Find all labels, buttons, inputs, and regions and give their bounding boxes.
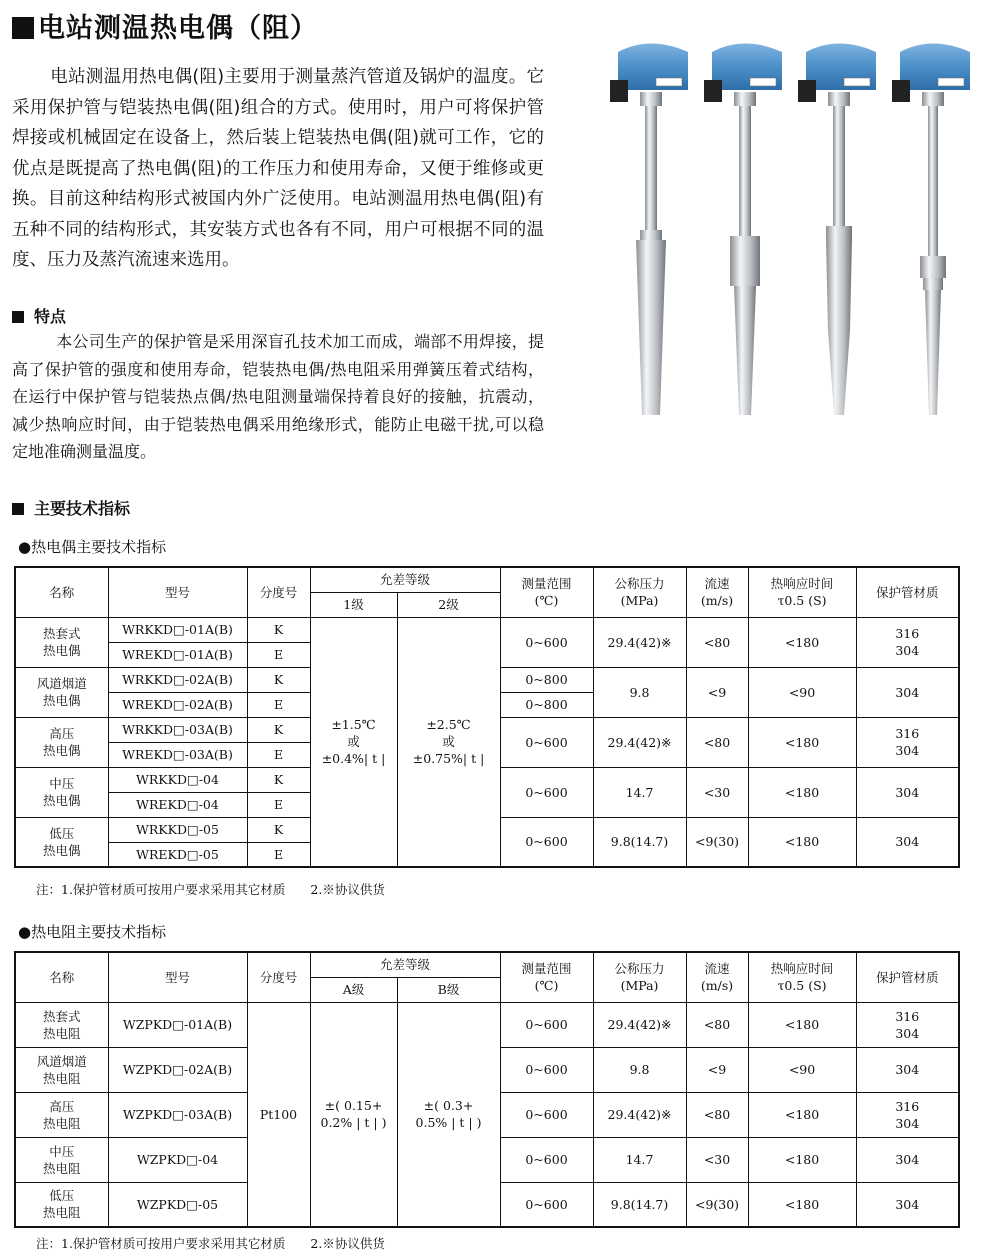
name-line2: 热电偶 (42, 693, 81, 708)
cell-name (15, 617, 108, 667)
th-classA: A级 (310, 977, 397, 1002)
name-line2: 热电偶 (42, 743, 81, 758)
mat-line1: 316 (895, 1008, 920, 1024)
cell-range: 0~800 (500, 692, 593, 717)
cell-pressure: 29.4(42)※ (593, 617, 686, 667)
cell-model: WZPKD□-01A(B) (108, 1002, 247, 1047)
th-material: 保护管材质 (856, 952, 959, 1002)
cell-response: <180 (748, 617, 856, 667)
cell-range: 0~600 (500, 767, 593, 817)
rtd-note: 注：1.保护管材质可按用户要求采用其它材质 2.※协议供货 (36, 1236, 385, 1251)
cell-pressure: 29.4(42)※ (593, 1092, 686, 1137)
cell-pressure: 29.4(42)※ (593, 717, 686, 767)
cell-name (15, 717, 108, 767)
tc-note: 注：1.保护管材质可按用户要求采用其它材质 2.※协议供货 (36, 882, 385, 897)
cell-name (15, 817, 108, 867)
heading-square-icon (12, 311, 24, 323)
cell-material (856, 1092, 959, 1137)
name-line1: 热套式 (42, 1008, 81, 1024)
th-pressure-unit: (MPa) (620, 593, 659, 609)
th-range (500, 952, 593, 1002)
cell-model: WREKD□-05 (108, 842, 247, 867)
mat-line2: 304 (895, 643, 920, 658)
name-line1: 低压 (49, 1188, 75, 1204)
specs-heading (12, 496, 130, 519)
name-line2: 热电偶 (42, 842, 81, 858)
tolB-line2: 0.5% | t | ) (415, 1115, 482, 1131)
cell-grade: Pt100 (247, 1002, 310, 1227)
cell-response: <180 (748, 1092, 856, 1137)
mat-line2: 304 (895, 1115, 920, 1131)
tol2-line1: ±2.5℃ (426, 717, 471, 733)
mat-line1: 316 (895, 1098, 920, 1114)
cell-grade: E (247, 792, 310, 817)
specs-heading-text: 主要技术指标 (34, 499, 131, 518)
cell-name (15, 1092, 108, 1137)
product-2 (704, 44, 782, 416)
cell-flow: <80 (686, 717, 748, 767)
name-line2: 热电阻 (42, 1025, 81, 1041)
name-line2: 热电偶 (42, 643, 81, 658)
th-pressure (593, 567, 686, 617)
cell-pressure: 9.8(14.7) (593, 817, 686, 867)
name-line2: 热电阻 (42, 1205, 81, 1221)
cell-name (15, 667, 108, 717)
tolA-line2: 0.2% | t | ) (320, 1115, 387, 1131)
cell-name (15, 1137, 108, 1182)
mat-line2: 304 (895, 1025, 920, 1041)
table-row (15, 617, 959, 642)
cell-grade: E (247, 692, 310, 717)
table-row (15, 1002, 959, 1047)
tol1-line1: ±1.5℃ (331, 717, 376, 733)
name-line1: 高压 (49, 1098, 75, 1114)
cell-grade: K (247, 617, 310, 642)
th-response-label: 热响应时间 (770, 576, 834, 592)
th-material: 保护管材质 (856, 567, 959, 617)
features-heading (12, 304, 66, 327)
product-image (600, 30, 990, 430)
rtd-table-heading: ●热电阻主要技术指标 (18, 923, 167, 941)
cell-grade: K (247, 767, 310, 792)
cell-range: 0~600 (500, 817, 593, 867)
cell-model: WZPKD□-05 (108, 1182, 247, 1227)
th-tolerance: 允差等级 (310, 952, 500, 977)
cell-flow: <30 (686, 767, 748, 817)
cell-flow: <9(30) (686, 1182, 748, 1227)
cell-pressure: 9.8 (593, 667, 686, 717)
cell-flow: <80 (686, 1002, 748, 1047)
cell-flow: <80 (686, 1092, 748, 1137)
cell-response: <180 (748, 1182, 856, 1227)
cell-name (15, 1002, 108, 1047)
name-line2: 热电阻 (42, 1070, 81, 1086)
name-line1: 风道烟道 (36, 1053, 87, 1069)
cell-model: WREKD□-04 (108, 792, 247, 817)
cell-range: 0~600 (500, 717, 593, 767)
mat-line1: 316 (895, 626, 920, 641)
cell-material: 304 (856, 667, 959, 717)
name-line1: 热套式 (42, 626, 81, 641)
cell-grade: K (247, 817, 310, 842)
cell-pressure: 9.8 (593, 1047, 686, 1092)
cell-range: 0~600 (500, 1002, 593, 1047)
mat-line1: 316 (895, 726, 920, 741)
cell-response: <180 (748, 717, 856, 767)
cell-pressure: 29.4(42)※ (593, 1002, 686, 1047)
th-pressure-unit: (MPa) (620, 978, 659, 994)
cell-model: WRKKD□-05 (108, 817, 247, 842)
cell-material: 304 (856, 1137, 959, 1182)
heading-square-icon (12, 503, 24, 515)
cell-material: 304 (856, 1047, 959, 1092)
name-line1: 中压 (49, 776, 75, 791)
cell-material (856, 617, 959, 667)
th-model: 型号 (108, 567, 247, 617)
intro-text: 电站测温用热电偶(阻)主要用于测量蒸汽管道及锅炉的温度。它采用保护管与铠装热电偶(阻)组合的方式。使用时，用户可将保护管焊接或机械固定在设备上，然后装上铠装热电偶(阻)就可工作，它的优点是既提高了热电偶(阻)的工作压力和使用寿命，又便于维修或更换。目前这种结构形式被国内外广泛使用。电站测温用热电偶(阻)有五种不同的结构形式，其安装方式也各有不同，用户可根据不同的温度、压力及蒸汽流速来选用。 (12, 67, 544, 270)
th-pressure-label: 公称压力 (614, 961, 665, 977)
title-square-icon (12, 17, 34, 39)
cell-model: WZPKD□-04 (108, 1137, 247, 1182)
tc-spec-table (14, 566, 960, 868)
cell-model: WZPKD□-03A(B) (108, 1092, 247, 1137)
cell-name (15, 767, 108, 817)
th-flow-unit: (m/s) (700, 978, 734, 994)
th-classB: B级 (397, 977, 500, 1002)
cell-model: WREKD□-03A(B) (108, 742, 247, 767)
cell-tol2 (397, 617, 500, 867)
cell-model: WRKKD□-01A(B) (108, 617, 247, 642)
th-pressure-label: 公称压力 (614, 576, 665, 592)
cell-model: WREKD□-02A(B) (108, 692, 247, 717)
product-1 (610, 44, 688, 416)
name-line2: 热电阻 (42, 1115, 81, 1131)
cell-model: WZPKD□-02A(B) (108, 1047, 247, 1092)
cell-grade: E (247, 642, 310, 667)
cell-range: 0~600 (500, 1137, 593, 1182)
th-range-unit: (℃) (534, 593, 559, 609)
th-response-unit: τ0.5 (S) (777, 978, 827, 994)
th-name: 名称 (15, 952, 108, 1002)
cell-pressure: 14.7 (593, 1137, 686, 1182)
cell-material (856, 717, 959, 767)
tol1-or: 或 (347, 734, 360, 750)
th-tolerance: 允差等级 (310, 567, 500, 592)
cell-response: <90 (748, 1047, 856, 1092)
cell-flow: <30 (686, 1137, 748, 1182)
cell-pressure: 14.7 (593, 767, 686, 817)
cell-response: <90 (748, 667, 856, 717)
name-line1: 风道烟道 (36, 676, 87, 691)
name-line1: 中压 (49, 1143, 75, 1159)
th-class1: 1级 (310, 592, 397, 617)
cell-material: 304 (856, 1182, 959, 1227)
name-line1: 高压 (49, 726, 75, 741)
cell-tolB (397, 1002, 500, 1227)
th-range-unit: (℃) (534, 978, 559, 994)
cell-range: 0~600 (500, 617, 593, 667)
cell-response: <180 (748, 1137, 856, 1182)
cell-flow: <9 (686, 1047, 748, 1092)
name-line2: 热电偶 (42, 793, 81, 808)
cell-grade: K (247, 717, 310, 742)
tol1-line2: ±0.4%| t | (321, 751, 386, 767)
features-text: 本公司生产的保护管是采用深盲孔技术加工而成，端部不用焊接，提高了保护管的强度和使用寿命，铠装热电偶/热电阻采用弹簧压着式结构，在运行中保护管与铠装热点偶/热电阻测量端保持着良好的接触，抗震动，减少热响应时间，由于铠装热电偶采用绝缘形式，能防止电磁干扰,可以稳定地准确测量温度。 (12, 332, 544, 461)
page-title (12, 6, 318, 45)
mat-line2: 304 (895, 743, 920, 758)
cell-model: WRKKD□-02A(B) (108, 667, 247, 692)
cell-name (15, 1182, 108, 1227)
th-response (748, 952, 856, 1002)
th-flow (686, 952, 748, 1002)
features-heading-text: 特点 (34, 307, 67, 326)
th-flow-label: 流速 (704, 576, 730, 592)
th-response-label: 热响应时间 (770, 961, 834, 977)
cell-model: WRKKD□-03A(B) (108, 717, 247, 742)
product-3 (798, 44, 876, 416)
th-model: 型号 (108, 952, 247, 1002)
cell-grade: E (247, 742, 310, 767)
tc-table-heading: ●热电偶主要技术指标 (18, 538, 167, 556)
cell-range: 0~600 (500, 1047, 593, 1092)
tolA-line1: ±( 0.15+ (324, 1098, 383, 1114)
th-range (500, 567, 593, 617)
intro-paragraph (12, 62, 544, 276)
tolB-line1: ±( 0.3+ (423, 1098, 474, 1114)
th-name: 名称 (15, 567, 108, 617)
cell-grade: K (247, 667, 310, 692)
product-4 (892, 44, 970, 416)
cell-model: WRKKD□-04 (108, 767, 247, 792)
th-pressure (593, 952, 686, 1002)
cell-range: 0~800 (500, 667, 593, 692)
tol2-line2: ±0.75%| t | (412, 751, 485, 767)
cell-response: <180 (748, 1002, 856, 1047)
tol2-or: 或 (442, 734, 455, 750)
name-line1: 低压 (49, 825, 75, 841)
cell-response: <180 (748, 767, 856, 817)
rtd-spec-table (14, 951, 960, 1228)
th-response (748, 567, 856, 617)
th-flow-unit: (m/s) (700, 593, 734, 609)
cell-tolA (310, 1002, 397, 1227)
th-flow (686, 567, 748, 617)
cell-flow: <9(30) (686, 817, 748, 867)
cell-material (856, 1002, 959, 1047)
cell-response: <180 (748, 817, 856, 867)
th-range-label: 测量范围 (521, 576, 572, 592)
cell-flow: <80 (686, 617, 748, 667)
th-grade: 分度号 (247, 952, 310, 1002)
name-line2: 热电阻 (42, 1160, 81, 1176)
cell-name (15, 1047, 108, 1092)
th-grade: 分度号 (247, 567, 310, 617)
cell-material: 304 (856, 817, 959, 867)
th-response-unit: τ0.5 (S) (777, 593, 827, 609)
cell-flow: <9 (686, 667, 748, 717)
cell-pressure: 9.8(14.7) (593, 1182, 686, 1227)
th-range-label: 测量范围 (521, 961, 572, 977)
features-paragraph (12, 328, 544, 466)
title-text: 电站测温热电偶（阻） (38, 13, 318, 44)
cell-tol1 (310, 617, 397, 867)
cell-range: 0~600 (500, 1092, 593, 1137)
cell-model: WREKD□-01A(B) (108, 642, 247, 667)
cell-grade: E (247, 842, 310, 867)
th-flow-label: 流速 (704, 961, 730, 977)
th-class2: 2级 (397, 592, 500, 617)
cell-range: 0~600 (500, 1182, 593, 1227)
cell-material: 304 (856, 767, 959, 817)
